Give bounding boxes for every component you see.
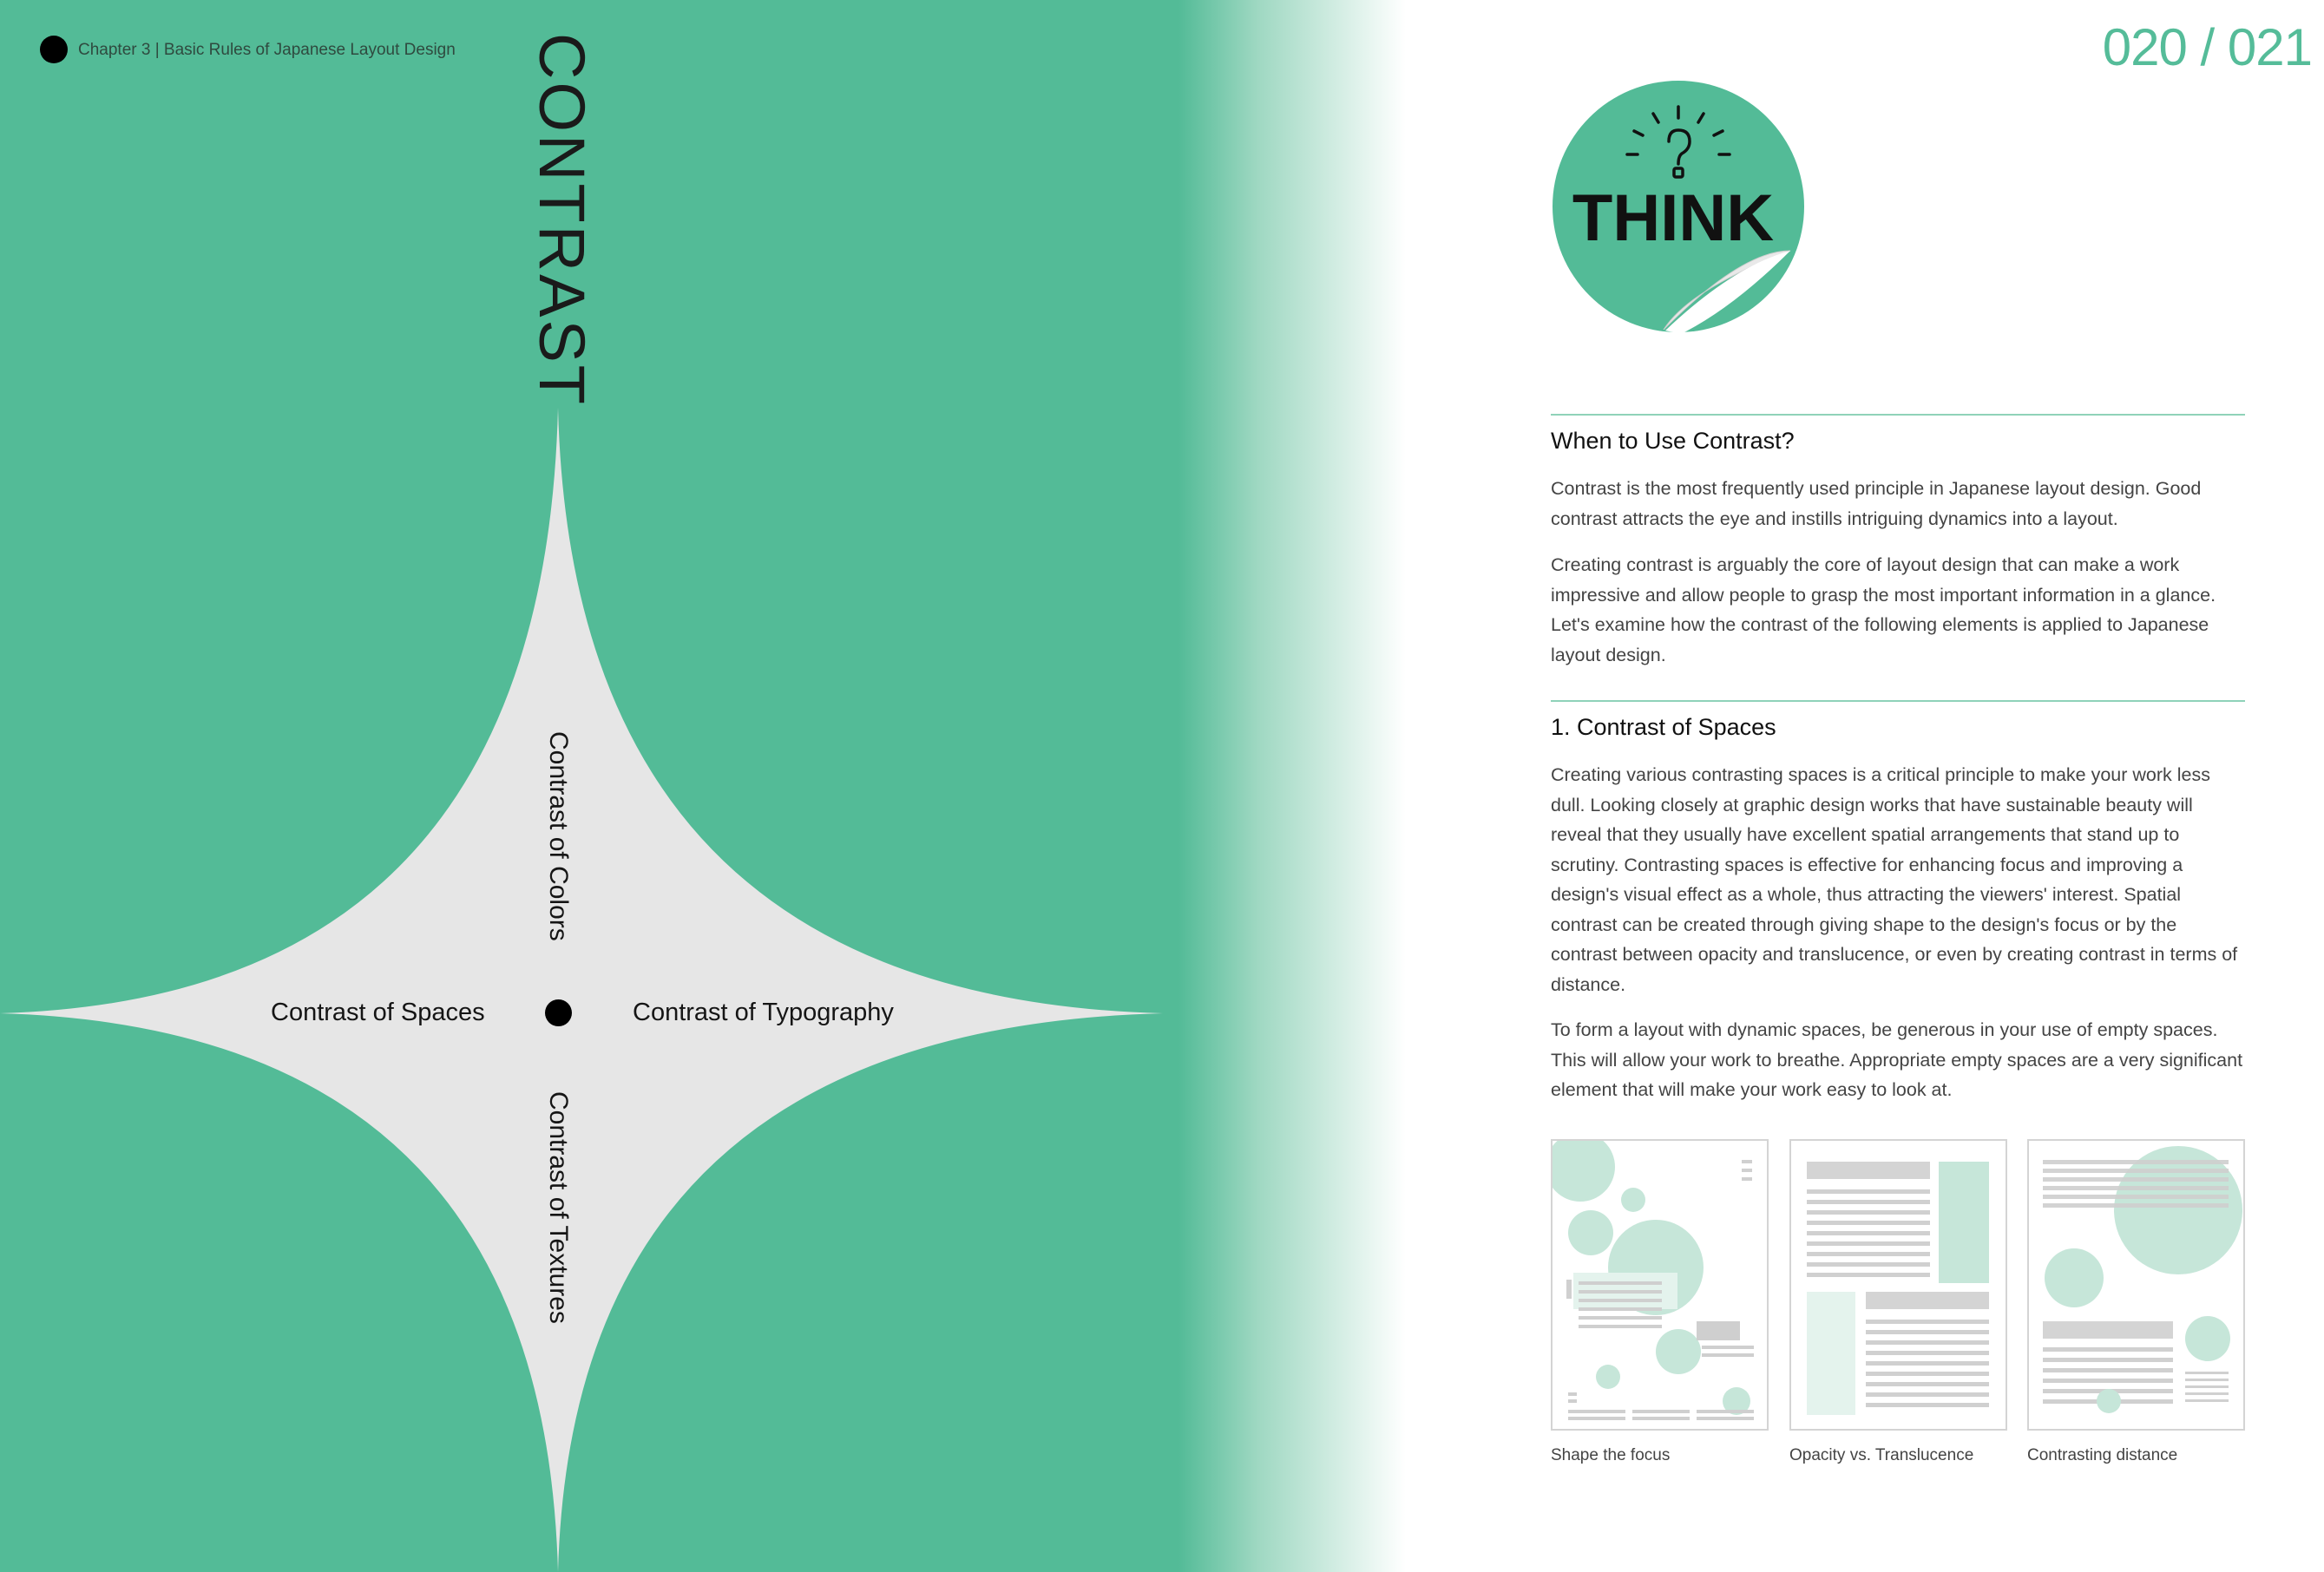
thumbnail-opacity-vs-translucence	[1789, 1139, 2007, 1431]
thumbnail-caption: Opacity vs. Translucence	[1789, 1446, 1974, 1464]
contrast-of-spaces-heading: 1. Contrast of Spaces	[1551, 714, 1776, 740]
section-divider	[1551, 414, 2245, 416]
think-label: THINK	[1572, 181, 1775, 255]
spaces-paragraph-2: To form a layout with dynamic spaces, be generous in your use of empty spaces. This will allow your work to breathe. Appropriate empty spaces are a very significant element that will make your work easy to look at.	[1551, 1019, 2243, 1100]
thumbnail-contrasting-distance	[2027, 1139, 2245, 1431]
chapter-label: Chapter 3 | Basic Rules of Japanese Layout Design	[78, 41, 456, 59]
thumbnail-caption: Shape the focus	[1551, 1446, 1671, 1464]
think-sticker	[1551, 81, 1806, 336]
chapter-bullet-icon	[40, 36, 68, 63]
branch-contrast-of-typography: Contrast of Typography	[633, 999, 894, 1026]
branch-contrast-of-textures: Contrast of Textures	[544, 1091, 573, 1324]
intro-paragraph-1: Contrast is the most frequently used principle in Japanese layout design. Good contrast attracts the eye and instills intriguing dynamics into a layout.	[1551, 478, 2202, 529]
page-numbers: 020 / 021	[2102, 18, 2312, 76]
think-sticker-graphic	[1551, 81, 1806, 336]
spaces-paragraph-1: Creating various contrasting spaces is a critical principle to make your work less dull. Looking closely at graphic design works that have sustainable beauty will reveal that they usually have excellent spatial arrangements that stand up to scrutiny. Contrasting spaces is effective for enhancing focus and improving a design's visual effect as a whole, thus attracting the viewers' interest. Spatial contrast can be created through giving shape to the design's focus or by the contrast between opacity and translucence, or even by creating contrast in terms of distance.	[1551, 764, 2238, 995]
thumbnail-shape-the-focus	[1551, 1139, 1769, 1431]
branch-contrast-of-spaces: Contrast of Spaces	[271, 999, 485, 1026]
diagram-center-dot	[545, 999, 572, 1026]
contrast-title: CONTRAST	[526, 33, 598, 407]
branch-contrast-of-colors: Contrast of Colors	[544, 731, 573, 941]
thumbnail-caption: Contrasting distance	[2027, 1446, 2178, 1464]
section-divider	[1551, 700, 2245, 702]
when-to-use-heading: When to Use Contrast?	[1551, 428, 1795, 454]
intro-paragraph-2: Creating contrast is arguably the core of layout design that can make a work impressive and allow people to grasp the most important information in a glance. Let's examine how the contrast of the following elements is applied to Japanese layout design.	[1551, 554, 2216, 665]
